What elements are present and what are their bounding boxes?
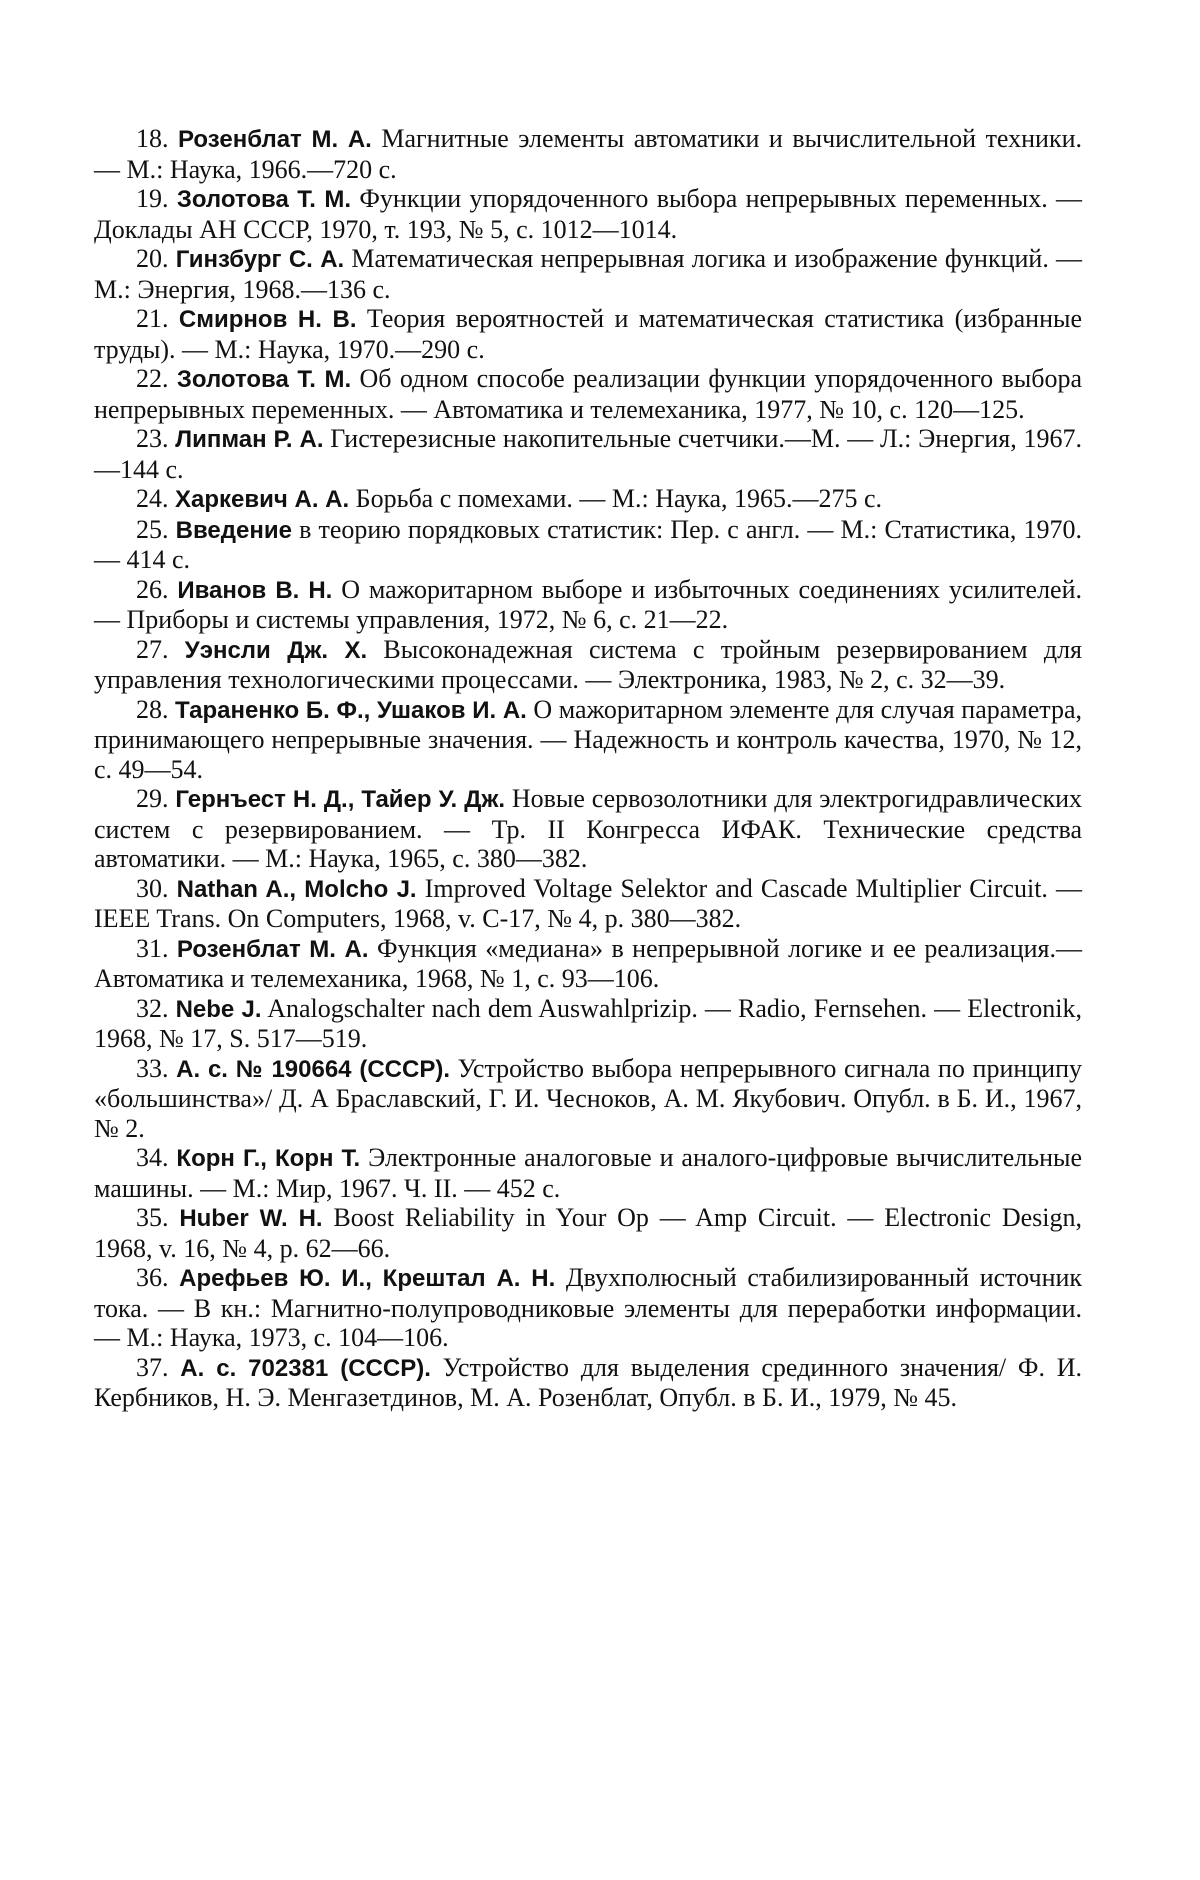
- reference-author: А. с. 702381 (СССР).: [180, 1354, 431, 1382]
- reference-entry: [94, 244, 1082, 304]
- reference-number: 34.: [136, 1143, 169, 1172]
- reference-text: Борьба с помехами. — М.: Наука, 1965.—275 с.: [355, 484, 883, 513]
- reference-number: 19.: [136, 184, 169, 213]
- reference-number: 22.: [136, 364, 169, 393]
- reference-number: 28.: [136, 694, 169, 724]
- reference-entry: [94, 575, 1082, 635]
- reference-number: 30.: [136, 873, 169, 903]
- reference-number: 18.: [136, 124, 169, 153]
- reference-text: Analogschalter nach dem Auswahlprizip. — Radio, Fernsehen. — Electronik, 1968, № 17, S. 517—519.: [94, 993, 1083, 1053]
- reference-text: Теория вероятностей и математическая статистика (избранные труды). — М.: Наука, 1970.—290 с.: [94, 304, 1083, 364]
- reference-text: Гистерезисные накопительные счетчики.—М. — Л.: Энергия, 1967.—144 с.: [94, 424, 1083, 484]
- reference-number: 31.: [136, 933, 169, 963]
- reference-text: Функции упорядоченного выбора непрерывных переменных. — Доклады АН СССР, 1970, т. 193, № 5, с. 1012—1014.: [94, 184, 1083, 244]
- reference-text: Новые сервозолотники для электрогидравлических систем с резервированием. — Тр. II Конгресса ИФАК. Технические средства автоматики. — М.: Наука, 1965, с. 380—382.: [94, 784, 1082, 873]
- reference-number: 35.: [136, 1203, 169, 1232]
- reference-number: 20.: [136, 244, 169, 273]
- reference-entry: [94, 1143, 1082, 1203]
- reference-entry: [94, 695, 1082, 785]
- reference-author: Nathan A., Molcho J.: [176, 875, 417, 903]
- reference-entry: [94, 304, 1082, 364]
- reference-entry: [94, 784, 1082, 874]
- reference-number: 21.: [136, 304, 169, 333]
- reference-entry: [94, 364, 1082, 424]
- reference-author: Тараненко Б. Ф., Ушаков И. А.: [175, 696, 527, 724]
- reference-entry: [94, 484, 1082, 515]
- reference-author: Nebe J.: [175, 995, 262, 1023]
- reference-text: Improved Voltage Selektor and Cascade Multiplier Circuit. — IEEE Trans. On Computers, 1968, v. C-17, № 4, p. 380—382.: [94, 873, 1083, 933]
- reference-text: Математическая непрерывная логика и изображение функций. — М.: Энергия, 1968.—136 с.: [94, 244, 1083, 304]
- reference-text: Boost Reliability in Your Op — Amp Circuit. — Electronic Design, 1968, v. 16, № 4, p. 62—66.: [94, 1203, 1083, 1263]
- reference-text: Магнитные элементы автоматики и вычислительной техники. — М.: Наука, 1966.—720 с.: [94, 124, 1083, 184]
- reference-author: Смирнов Н. В.: [178, 306, 357, 333]
- reference-entry: [94, 1263, 1082, 1353]
- reference-number: 33.: [136, 1053, 169, 1083]
- reference-text: Устройство для выделения срединного значения/ Ф. И. Кербников, Н. Э. Менгазетдинов, М. А. Розенблат, Опубл. в Б. И., 1979, № 45.: [94, 1352, 1083, 1412]
- reference-entry: [94, 515, 1082, 575]
- reference-text: Двухполюсный стабилизированный источник тока. — В кн.: Магнитно-полупроводниковые элементы для переработки информации. — М.: Наука, 1973, с. 104—106.: [94, 1263, 1083, 1352]
- reference-text: Об одном способе реализации функции упорядоченного выбора непрерывных переменных. — Автоматика и телемеханика, 1977, № 10, с. 120—125.: [94, 364, 1083, 424]
- reference-author: А. с. № 190664 (СССР).: [176, 1055, 450, 1083]
- reference-entry: [94, 184, 1082, 244]
- reference-author: Гернъест Н. Д., Тайер У. Дж.: [175, 786, 505, 813]
- reference-author: Розенблат М. А.: [176, 935, 369, 963]
- reference-entry: [94, 635, 1082, 695]
- reference-number: 24.: [136, 484, 169, 513]
- reference-author: Введение: [175, 516, 292, 544]
- reference-number: 26.: [136, 574, 169, 604]
- reference-number: 27.: [136, 634, 169, 664]
- reference-number: 36.: [136, 1263, 169, 1292]
- reference-text: в теорию порядковых статистик: Пер. с англ. — М.: Статистика, 1970. — 414 с.: [94, 514, 1083, 574]
- reference-author: Корн Г., Корн Т.: [176, 1145, 361, 1172]
- reference-entry: [94, 874, 1082, 934]
- reference-author: Харкевич А. А.: [175, 486, 350, 513]
- reference-number: 25.: [136, 514, 169, 544]
- reference-number: 29.: [136, 784, 169, 813]
- reference-entry: [94, 994, 1082, 1054]
- reference-text: О мажоритарном элементе для случая параметра, принимающего непрерывные значения. — Надежность и контроль качества, 1970, № 12, с. 49—54.: [94, 694, 1083, 784]
- reference-text: Функция «медиана» в непрерывной логике и ее реализация.— Автоматика и телемеханика, 1968, № 1, с. 93—106.: [94, 933, 1083, 993]
- reference-text: О мажоритарном выборе и избыточных соединениях усилителей. — Приборы и системы управления, 1972, № 6, с. 21—22.: [94, 574, 1082, 634]
- reference-number: 37.: [136, 1352, 169, 1382]
- reference-author: Золотова Т. М.: [176, 366, 352, 393]
- reference-entry: [94, 1353, 1082, 1413]
- reference-author: Гинзбург С. А.: [175, 246, 345, 273]
- reference-entry: [94, 1054, 1082, 1144]
- reference-author: Розенблат М. А.: [178, 126, 372, 153]
- reference-list: [94, 124, 1082, 1413]
- reference-text: Устройство выбора непрерывного сигнала по принципу «большинства»/ Д. А Браславский, Г. И. Чесноков, А. М. Якубович. Опубл. в Б. И., 1967, № 2.: [94, 1053, 1083, 1143]
- reference-entry: [94, 1203, 1082, 1263]
- reference-author: Липман Р. А.: [175, 426, 324, 453]
- reference-number: 32.: [136, 993, 169, 1023]
- reference-author: Иванов В. Н.: [177, 576, 333, 604]
- reference-entry: [94, 934, 1082, 994]
- reference-entry: [94, 124, 1082, 184]
- reference-text: Электронные аналоговые и аналого-цифровые вычислительные машины. — М.: Мир, 1967. Ч. II. — 452 с.: [94, 1143, 1082, 1203]
- reference-author: Уэнсли Дж. Х.: [184, 636, 368, 664]
- reference-text: Высоконадежная система с тройным резервированием для управления технологическими процессами. — Электроника, 1983, № 2, с. 32—39.: [94, 634, 1083, 694]
- reference-author: Золотова Т. М.: [176, 186, 352, 213]
- reference-entry: [94, 424, 1082, 484]
- reference-author: Арефьев Ю. И., Крештал А. Н.: [179, 1265, 556, 1292]
- reference-number: 23.: [136, 424, 169, 453]
- reference-author: Huber W. H.: [179, 1205, 323, 1232]
